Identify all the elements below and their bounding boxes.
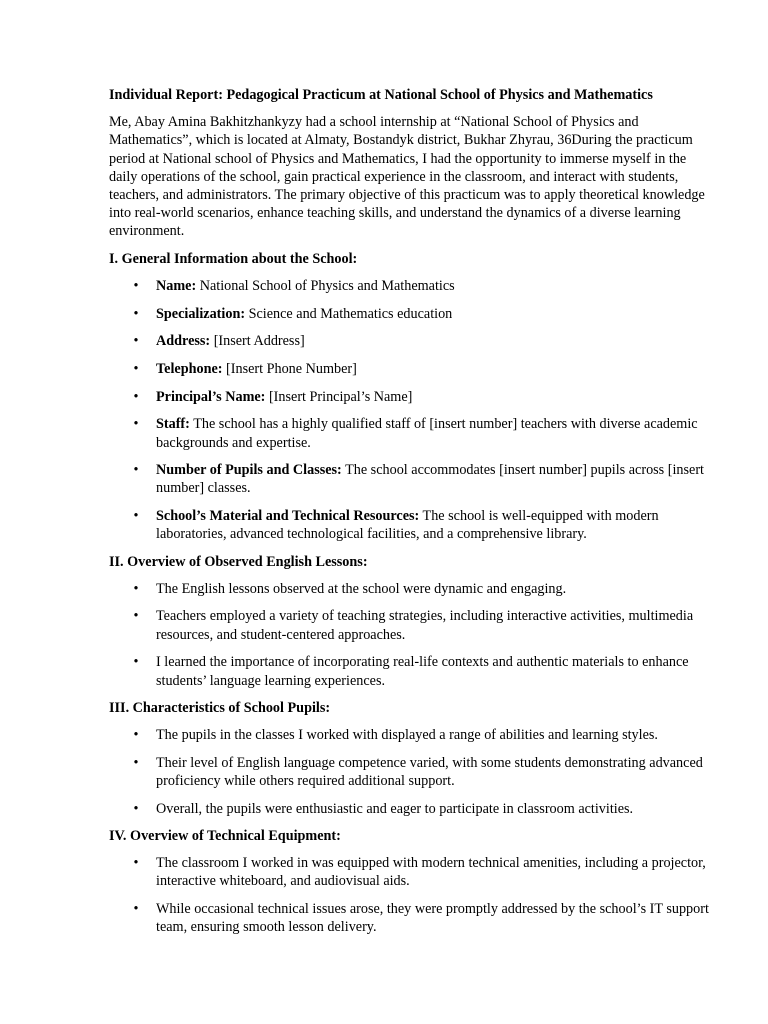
item-text: Overall, the pupils were enthusiastic and eager to participate in classroom activities. [156, 800, 634, 817]
bullet-icon: • [133, 726, 139, 743]
list-item [109, 726, 715, 744]
item-label: School’s Material and Technical Resources: [156, 508, 420, 525]
bullet-icon: • [133, 305, 139, 322]
item-text: The school has a highly qualified staff of [insert number] teachers with diverse academic backgrounds and expertise. [156, 416, 698, 451]
bullet-icon: • [133, 360, 139, 377]
item-label: Principal’s Name: [156, 388, 266, 405]
bullet-icon: • [133, 580, 139, 597]
item-text: [Insert Phone Number] [226, 360, 357, 377]
bullet-icon: • [133, 754, 139, 771]
list-item [109, 360, 715, 378]
bullet-list [109, 580, 715, 690]
list-item [109, 415, 715, 451]
item-text: [Insert Address] [213, 333, 305, 350]
item-text: [Insert Principal’s Name] [268, 388, 413, 405]
item-text: The school accommodates [insert number] pupils across [insert number] classes. [156, 462, 704, 497]
list-item [109, 607, 715, 643]
list-item [109, 507, 715, 543]
bullet-list [109, 726, 715, 818]
section-heading: III. Characteristics of School Pupils: [109, 699, 331, 716]
item-text: The school is well-equipped with modern laboratories, advanced technological facilities, and a comprehensive library. [156, 508, 659, 543]
bullet-icon: • [133, 900, 139, 917]
list-item [109, 800, 715, 818]
intro-paragraph: Me, Abay Amina Bakhitzhankyzy had a school internship at “National School of Physics and Mathematics”, which is located at Almaty, Bostandyk district, Bukhar Zhyrau, 36During the practicum period at National school of Physics and Mathematics, I had the opportunity to immerse myself in the daily operations of the school, gain practical experience in the classroom, and interact with students, teachers, and administrators. The primary objective of this practicum was to apply theoretical knowledge into real-world scenarios, enhance teaching skills, and understand the dynamics of a diverse learning environment. [109, 114, 705, 240]
section-heading: I. General Information about the School: [109, 250, 358, 267]
list-item [109, 854, 715, 890]
bullet-icon: • [133, 855, 139, 871]
list-item [109, 461, 715, 497]
bullet-list [109, 277, 715, 544]
section-heading: IV. Overview of Technical Equipment: [109, 827, 341, 844]
item-text: The classroom I worked in was equipped with modern technical amenities, including a projector, interactive whiteboard, and audiovisual aids. [156, 855, 706, 890]
item-text: The pupils in the classes I worked with displayed a range of abilities and learning styles. [156, 726, 658, 743]
list-item [109, 580, 715, 598]
item-text: Teachers employed a variety of teaching strategies, including interactive activities, multimedia resources, and student-centered approaches. [156, 608, 694, 643]
bullet-icon: • [133, 333, 139, 350]
list-item [109, 653, 715, 689]
list-item [109, 754, 715, 790]
item-text: Science and Mathematics education [248, 305, 453, 322]
item-text: The English lessons observed at the school were dynamic and engaging. [156, 580, 567, 597]
bullet-icon: • [133, 416, 139, 433]
bullet-icon: • [133, 800, 139, 817]
list-item [109, 305, 715, 323]
bullet-icon: • [133, 277, 139, 294]
item-text: While occasional technical issues arose, they were promptly addressed by the school’s IT support team, ensuring smooth lesson delivery. [156, 900, 709, 936]
list-item [109, 277, 715, 295]
bullet-list [109, 854, 715, 936]
item-label: Staff: [156, 416, 190, 433]
list-item [109, 332, 715, 350]
document-page [109, 86, 715, 945]
list-item [109, 900, 715, 936]
item-label: Name: [156, 277, 197, 294]
bullet-icon: • [133, 388, 139, 405]
item-text: Their level of English language competence varied, with some students demonstrating advanced proficiency while others required additional support. [156, 754, 703, 789]
section-heading: II. Overview of Observed English Lessons: [109, 553, 368, 570]
item-text: I learned the importance of incorporating real-life contexts and authentic materials to enhance students’ language learning experiences. [156, 654, 689, 689]
document-title: Individual Report: Pedagogical Practicum at National School of Physics and Mathematics [109, 87, 653, 103]
item-label: Address: [156, 333, 211, 350]
bullet-icon: • [133, 508, 139, 525]
item-label: Specialization: [156, 305, 246, 322]
item-label: Telephone: [156, 360, 223, 377]
bullet-icon: • [133, 462, 139, 479]
item-text: National School of Physics and Mathematics [199, 277, 455, 294]
list-item [109, 388, 715, 406]
bullet-icon: • [133, 608, 139, 625]
bullet-icon: • [133, 654, 139, 671]
item-label: Number of Pupils and Classes: [156, 462, 342, 479]
